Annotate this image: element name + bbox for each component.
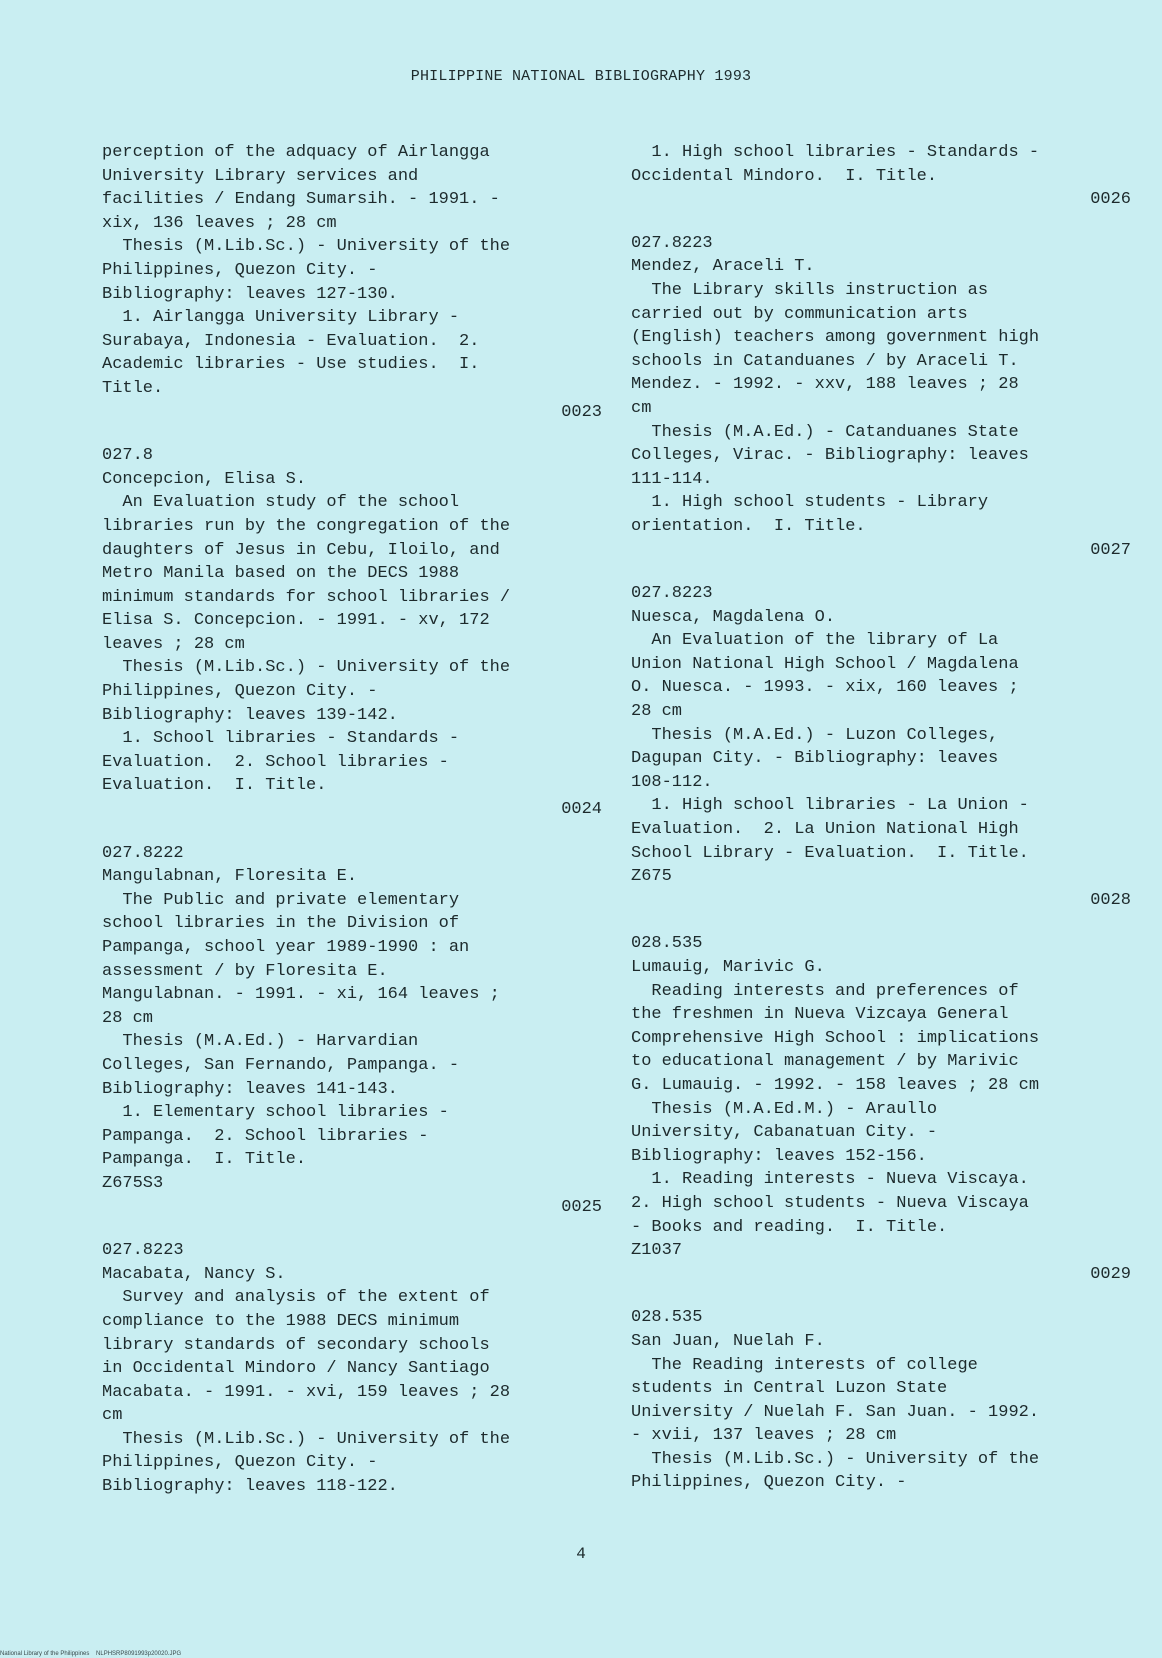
entry-text-line: Thesis (M.Lib.Sc.) - University of the xyxy=(631,1449,1040,1469)
entry-text-line: 28 cm xyxy=(631,702,683,722)
author-heading: Lumauig, Marivic G. xyxy=(631,958,825,977)
author-heading: Concepcion, Elisa S. xyxy=(102,469,307,489)
entry-text-line: Macabata. - 1991. - xvi, 159 leaves ; 28 xyxy=(102,1382,511,1402)
bibliography-entry xyxy=(631,1306,1131,1495)
entry-number: 0029 xyxy=(1090,1264,1131,1284)
entry-text-line: 28 cm xyxy=(102,1008,154,1028)
entry-text-line: 108-112. xyxy=(631,772,713,792)
entry-text-line: Bibliography: leaves 139-142. xyxy=(102,705,398,725)
entry-text-line: An Evaluation study of the school xyxy=(102,493,460,513)
entry-text-line: Academic libraries - Use studies. I. xyxy=(102,355,480,375)
entry-text-line: Evaluation. 2. La Union National High xyxy=(631,820,1019,840)
entry-text-line: Philippines, Quezon City. - xyxy=(102,260,378,280)
entry-text-line: Thesis (M.A.Ed.M.) - Araullo xyxy=(631,1099,938,1119)
entry-text-line: 111-114. xyxy=(631,469,713,489)
entry-text-line: Thesis (M.Lib.Sc.) - University of the xyxy=(102,658,511,678)
entry-text-line: - Books and reading. I. Title. xyxy=(631,1217,948,1237)
right-column xyxy=(631,141,1131,1495)
entry-number: 0026 xyxy=(1090,190,1131,210)
entry-text-line: University Library services and xyxy=(102,166,419,186)
entry-number: 0027 xyxy=(1090,540,1131,560)
call-number: 027.8223 xyxy=(631,233,713,253)
bibliography-entry xyxy=(631,932,1131,1306)
entry-text-line: Mendez. - 1992. - xxv, 188 leaves ; 28 xyxy=(631,375,1019,395)
entry-text-line: 1. High school libraries - Standards - xyxy=(631,143,1040,162)
call-number: 027.8 xyxy=(102,446,154,466)
entry-text-line: G. Lumauig. - 1992. - 158 leaves ; 28 cm xyxy=(631,1075,1040,1095)
entry-text-line: Bibliography: leaves 141-143. xyxy=(102,1079,398,1099)
author-heading: San Juan, Nuelah F. xyxy=(631,1331,825,1351)
bibliography-entry xyxy=(631,141,1131,232)
entry-text-line: Title. xyxy=(102,378,164,398)
entry-text-line: Pampanga. 2. School libraries - xyxy=(102,1126,429,1146)
entry-text-line: Bibliography: leaves 152-156. xyxy=(631,1146,927,1166)
entry-text-line: students in Central Luzon State xyxy=(631,1379,948,1399)
entry-text-line: Z675 xyxy=(631,867,672,887)
entry-text-line: An Evaluation of the library of La xyxy=(631,631,999,651)
entry-number: 0023 xyxy=(561,402,602,422)
entry-text-line: compliance to the 1988 DECS minimum xyxy=(102,1311,460,1331)
entry-text-line: Pampanga, school year 1989-1990 : an xyxy=(102,938,470,957)
entry-text-line: daughters of Jesus in Cebu, Iloilo, and xyxy=(102,540,500,560)
entry-text-line: Elisa S. Concepcion. - 1991. - xv, 172 xyxy=(102,611,490,631)
entry-text-line: Colleges, San Fernando, Pampanga. - xyxy=(102,1055,460,1075)
entry-text-line: Survey and analysis of the extent of xyxy=(102,1288,490,1308)
entry-text-line: cm xyxy=(102,1406,123,1426)
author-heading: Mendez, Araceli T. xyxy=(631,257,815,277)
entry-text-line: 1. High school students - Library xyxy=(631,493,989,513)
entry-text-line: The Reading interests of college xyxy=(631,1355,978,1375)
call-number: 027.8223 xyxy=(631,584,713,604)
entry-text-line: Pampanga. I. Title. xyxy=(102,1150,307,1170)
entry-text-line: orientation. I. Title. xyxy=(631,516,866,536)
entry-text-line: Philippines, Quezon City. - xyxy=(631,1473,907,1493)
entry-text-line: 1. Elementary school libraries - xyxy=(102,1103,449,1123)
call-number: 027.8223 xyxy=(102,1241,184,1261)
call-number: 028.535 xyxy=(631,934,703,954)
entry-text-line: Thesis (M.A.Ed.) - Harvardian xyxy=(102,1032,419,1052)
entry-text-line: 1. Reading interests - Nueva Viscaya. xyxy=(631,1170,1029,1190)
entry-text-line: Mangulabnan. - 1991. - xi, 164 leaves ; xyxy=(102,985,500,1005)
call-number: 028.535 xyxy=(631,1308,703,1328)
entry-text-line: Z675S3 xyxy=(102,1173,164,1193)
entry-text-line: Metro Manila based on the DECS 1988 xyxy=(102,564,460,584)
entry-text-line: Occidental Mindoro. I. Title. xyxy=(631,166,938,186)
bibliography-entry xyxy=(631,232,1131,582)
entry-text-line: minimum standards for school libraries / xyxy=(102,587,511,607)
entry-text-line: Comprehensive High School : implications xyxy=(631,1028,1040,1048)
call-number: 027.8222 xyxy=(102,843,184,863)
entry-text-line: school libraries in the Division of xyxy=(102,914,460,934)
entry-text-line: Reading interests and preferences of xyxy=(631,981,1019,1001)
entry-text-line: facilities / Endang Sumarsih. - 1991. - xyxy=(102,190,500,210)
entry-text-line: Evaluation. I. Title. xyxy=(102,776,327,796)
entry-text-line: Philippines, Quezon City. - xyxy=(102,1453,378,1473)
entry-text-line: library standards of secondary schools xyxy=(102,1335,490,1355)
entry-text-line: cm xyxy=(631,398,652,418)
entry-text-line: Thesis (M.Lib.Sc.) - University of the xyxy=(102,237,511,257)
entry-text-line: Union National High School / Magdalena xyxy=(631,654,1019,674)
entry-text-line: schools in Catanduanes / by Araceli T. xyxy=(631,351,1019,371)
entry-text-line: University / Nuelah F. San Juan. - 1992. xyxy=(631,1402,1040,1422)
entry-text-line: Z1037 xyxy=(631,1241,683,1261)
entry-text-line: School Library - Evaluation. I. Title. xyxy=(631,843,1029,863)
entry-text-line: Dagupan City. - Bibliography: leaves xyxy=(631,749,999,769)
entry-text-line: Thesis (M.A.Ed.) - Luzon Colleges, xyxy=(631,725,999,745)
entry-text-line: carried out by communication arts xyxy=(631,304,968,324)
entry-text-line: leaves ; 28 cm xyxy=(102,634,245,654)
entry-text-line: xix, 136 leaves ; 28 cm xyxy=(102,213,337,233)
bibliography-entry xyxy=(631,582,1131,932)
entry-text-line: University, Cabanatuan City. - xyxy=(631,1123,938,1143)
entry-number: 0028 xyxy=(1090,890,1131,910)
entry-number: 0024 xyxy=(561,800,602,820)
bibliography-entry xyxy=(102,1239,602,1499)
author-heading: Mangulabnan, Floresita E. xyxy=(102,867,358,887)
entry-text-line: 1. School libraries - Standards - xyxy=(102,729,460,749)
entry-text-line: libraries run by the congregation of the xyxy=(102,516,511,536)
author-heading: Macabata, Nancy S. xyxy=(102,1264,286,1284)
entry-text-line: perception of the adquacy of Airlangga xyxy=(102,143,490,162)
entry-text-line: The Library skills instruction as xyxy=(631,280,989,300)
entry-text-line: O. Nuesca. - 1993. - xix, 160 leaves ; xyxy=(631,678,1019,698)
entry-text-line: Surabaya, Indonesia - Evaluation. 2. xyxy=(102,331,480,351)
entry-text-line: 1. High school libraries - La Union - xyxy=(631,796,1029,816)
entry-text-line: Bibliography: leaves 127-130. xyxy=(102,284,398,304)
author-heading: Nuesca, Magdalena O. xyxy=(631,607,836,627)
bibliography-entry xyxy=(102,141,602,444)
entry-text-line: Evaluation. 2. School libraries - xyxy=(102,752,449,772)
entry-text-line: The Public and private elementary xyxy=(102,890,460,910)
entry-text-line: 2. High school students - Nueva Viscaya xyxy=(631,1193,1029,1213)
entry-text-line: - xvii, 137 leaves ; 28 cm xyxy=(631,1426,897,1446)
entry-text-line: to educational management / by Marivic xyxy=(631,1052,1019,1072)
entry-text-line: assessment / by Floresita E. xyxy=(102,961,388,981)
page-number: 4 xyxy=(576,1545,586,1563)
bibliography-entry xyxy=(102,842,602,1240)
bibliography-entry xyxy=(102,444,602,842)
entry-text-line: Colleges, Virac. - Bibliography: leaves xyxy=(631,446,1029,466)
entry-text-line: in Occidental Mindoro / Nancy Santiago xyxy=(102,1359,490,1379)
scan-footer: National Library of the Philippines NLPHSRP8091993p20020.JPG xyxy=(0,1651,182,1657)
entry-text-line: Thesis (M.A.Ed.) - Catanduanes State xyxy=(631,422,1019,442)
entry-text-line: 1. Airlangga University Library - xyxy=(102,308,460,328)
entry-text-line: Philippines, Quezon City. - xyxy=(102,682,378,702)
entry-text-line: Thesis (M.Lib.Sc.) - University of the xyxy=(102,1429,511,1449)
entry-text-line: the freshmen in Nueva Vizcaya General xyxy=(631,1005,1009,1025)
running-header: PHILIPPINE NATIONAL BIBLIOGRAPHY 1993 xyxy=(410,68,752,85)
left-column xyxy=(102,141,602,1499)
entry-text-line: Bibliography: leaves 118-122. xyxy=(102,1477,398,1497)
entry-number: 0025 xyxy=(561,1197,602,1217)
entry-text-line: (English) teachers among government high xyxy=(631,328,1040,348)
